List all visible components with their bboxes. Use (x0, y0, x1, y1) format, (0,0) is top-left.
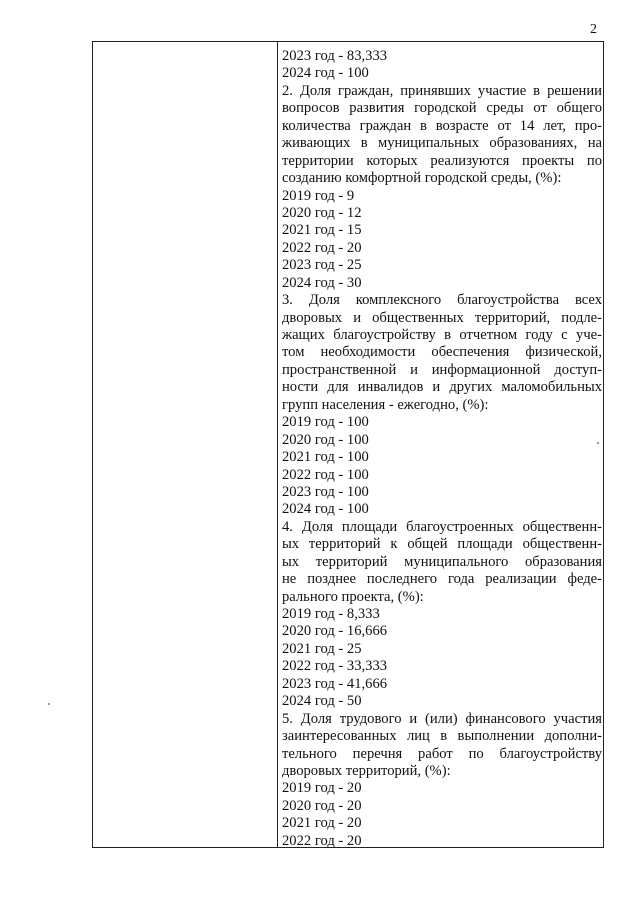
text-line: 2024 год - 30 (282, 274, 362, 291)
text-line: 2019 год - 8,333 (282, 606, 380, 622)
text-line: том необходимости обеспечения физической, (282, 344, 602, 361)
scan-speck (48, 703, 50, 705)
text-line: 2022 год - 20 (282, 239, 362, 256)
text-line: 2022 год - 33,333 (282, 658, 388, 675)
text-line: 2022 год - 20 (282, 832, 362, 849)
text-line: 2021 год - 25 (282, 640, 362, 657)
text-line: дворовых и общественных территорий, подле- (282, 309, 602, 326)
scan-speck (597, 442, 599, 444)
text-line: 2024 год - 100 (282, 65, 369, 82)
text-line: 2019 год - 100 (282, 414, 369, 431)
text-line: жащих благоустройству в отчетном году с уче- (282, 327, 602, 343)
text-line: 2022 год - 100 (282, 466, 369, 483)
text-line: территории которых реализуются проекты по (282, 152, 602, 169)
text-line: созданию комфортной городской среды, (%): (282, 170, 562, 187)
document-table (92, 41, 604, 848)
text-line: количества граждан в возрасте от 14 лет, про- (282, 117, 602, 134)
text-line: 5. Доля трудового и (или) финансового участия (282, 710, 602, 727)
table-right-cell (282, 48, 602, 850)
text-line: 2023 год - 100 (282, 483, 369, 500)
text-line: 4. Доля площади благоустроенных общественн- (282, 518, 602, 535)
page-number: 2 (590, 22, 597, 37)
text-line: 2020 год - 100 (282, 431, 369, 448)
text-line: ых территорий муниципального образования (282, 553, 602, 570)
text-line: 2. Доля граждан, принявших участие в решении (282, 82, 602, 99)
text-line: 2021 год - 20 (282, 815, 362, 832)
text-line: 2023 год - 25 (282, 257, 362, 274)
text-line: групп населения - ежегодно, (%): (282, 396, 489, 413)
text-line: 2020 год - 20 (282, 797, 362, 814)
text-line: 2023 год - 41,666 (282, 675, 388, 692)
text-line: 2024 год - 50 (282, 693, 362, 710)
text-line: дворовых территорий, (%): (282, 762, 451, 779)
text-line: тельного перечня работ по благоустройству (282, 745, 602, 762)
text-line: 2024 год - 100 (282, 501, 369, 518)
text-line: рального проекта, (%): (282, 588, 424, 605)
text-line: 2023 год - 83,333 (282, 48, 388, 64)
text-line: 2021 год - 100 (282, 449, 369, 466)
text-line: 2020 год - 12 (282, 204, 362, 221)
text-line: 3. Доля комплексного благоустройства всех (282, 292, 602, 309)
column-divider (277, 42, 278, 847)
text-line: живающих в муниципальных образованиях, на (282, 135, 602, 152)
text-line: 2019 год - 20 (282, 780, 362, 797)
text-line: не позднее последнего года реализации феде- (282, 571, 602, 588)
text-line: ых территорий к общей площади общественн- (282, 536, 602, 553)
text-line: 2020 год - 16,666 (282, 623, 388, 640)
text-line: 2021 год - 15 (282, 222, 362, 239)
text-line: пространственной и информационной доступ- (282, 361, 602, 378)
text-line: вопросов развития городской среды от общего (282, 100, 602, 117)
text-line: ности для инвалидов и других маломобильных (282, 379, 602, 396)
text-line: заинтересованных лиц в выполнении дополни- (282, 728, 602, 745)
text-line: 2019 год - 9 (282, 187, 355, 204)
